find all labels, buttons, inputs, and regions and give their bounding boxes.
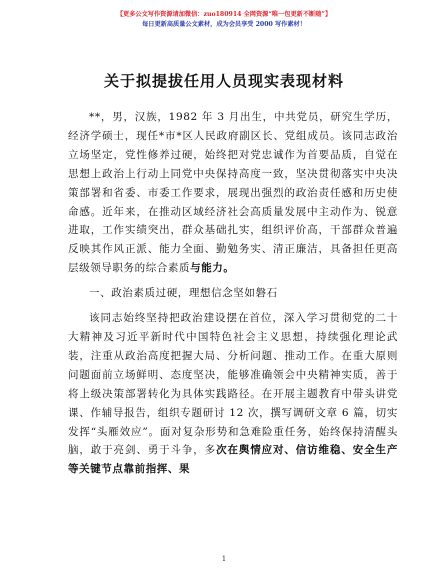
- section-heading-political: 一、政治素质过硬，理想信念坚如磐石: [89, 287, 278, 300]
- paragraph-political-text: 该同志始终坚持把政治建设摆在首位，深入学习贯彻党的二十大精神及习近平新时代中国特色社会主义思想，持续强化理论武装，注重从政治高度把握大局、分析问题、推动工作。在重大原则问题面前立场鲜明、态度坚决，能够准确领会中央精神实质，善于将上级决策部署转化为具体实践路径。在开展主题教育中带头讲党课、作辅导报告，组织专题研讨 12 次，撰写调研文章 6 篇，切实发挥“头雁效应”。面对复杂形势和急难险重任务，始终保持清醒头脑，敢于亮剑、勇于斗争，多: [68, 312, 398, 457]
- paragraph-profile: [68, 108, 398, 278]
- paragraph-political: [68, 309, 398, 479]
- header-banner: [0, 10, 448, 30]
- paragraph-political-tail: 次在舆情应对、信访维稳、安全生产等关键节点靠前指挥、果: [68, 444, 398, 476]
- paragraph-profile-text: **，男，汉族，1982 年 3 月出生，中共党员，研究生学历，经济学硕士，现任*市*区人民政府副区长、党组成员。该同志政治立场坚定，党性修养过硬，始终把对党忠诚作为首要品质，自觉在思想上政治上行动上同党中央保持高度一致，坚决贯彻落实中央决策部署和省委、市委工作要求，展现出强烈的政治责任感和历史使命感。近年来，在推动区域经济社会高质量发展中主动作为、锐意进取，工作实绩突出，群众基础扎实，组织评价高，干部群众普遍反映其作风正派、能力全面、勤勉务实、清正廉洁，具备担任更高层级领导职务的综合素质: [68, 111, 398, 275]
- paragraph-profile-tail: 与能力。: [190, 262, 235, 275]
- document-body: [68, 108, 398, 479]
- document-title: 关于拟提拔任用人员现实表现材料: [103, 72, 344, 90]
- page-number: 1: [221, 555, 227, 563]
- banner-line-1: 【更多公文写作资源请加微信：zuo180914 全网资源“唯一包更新不断随”】: [116, 11, 332, 18]
- banner-line-2: 每日更新高质量公文素材，成为会员享受 2000 写作素材！: [142, 21, 306, 28]
